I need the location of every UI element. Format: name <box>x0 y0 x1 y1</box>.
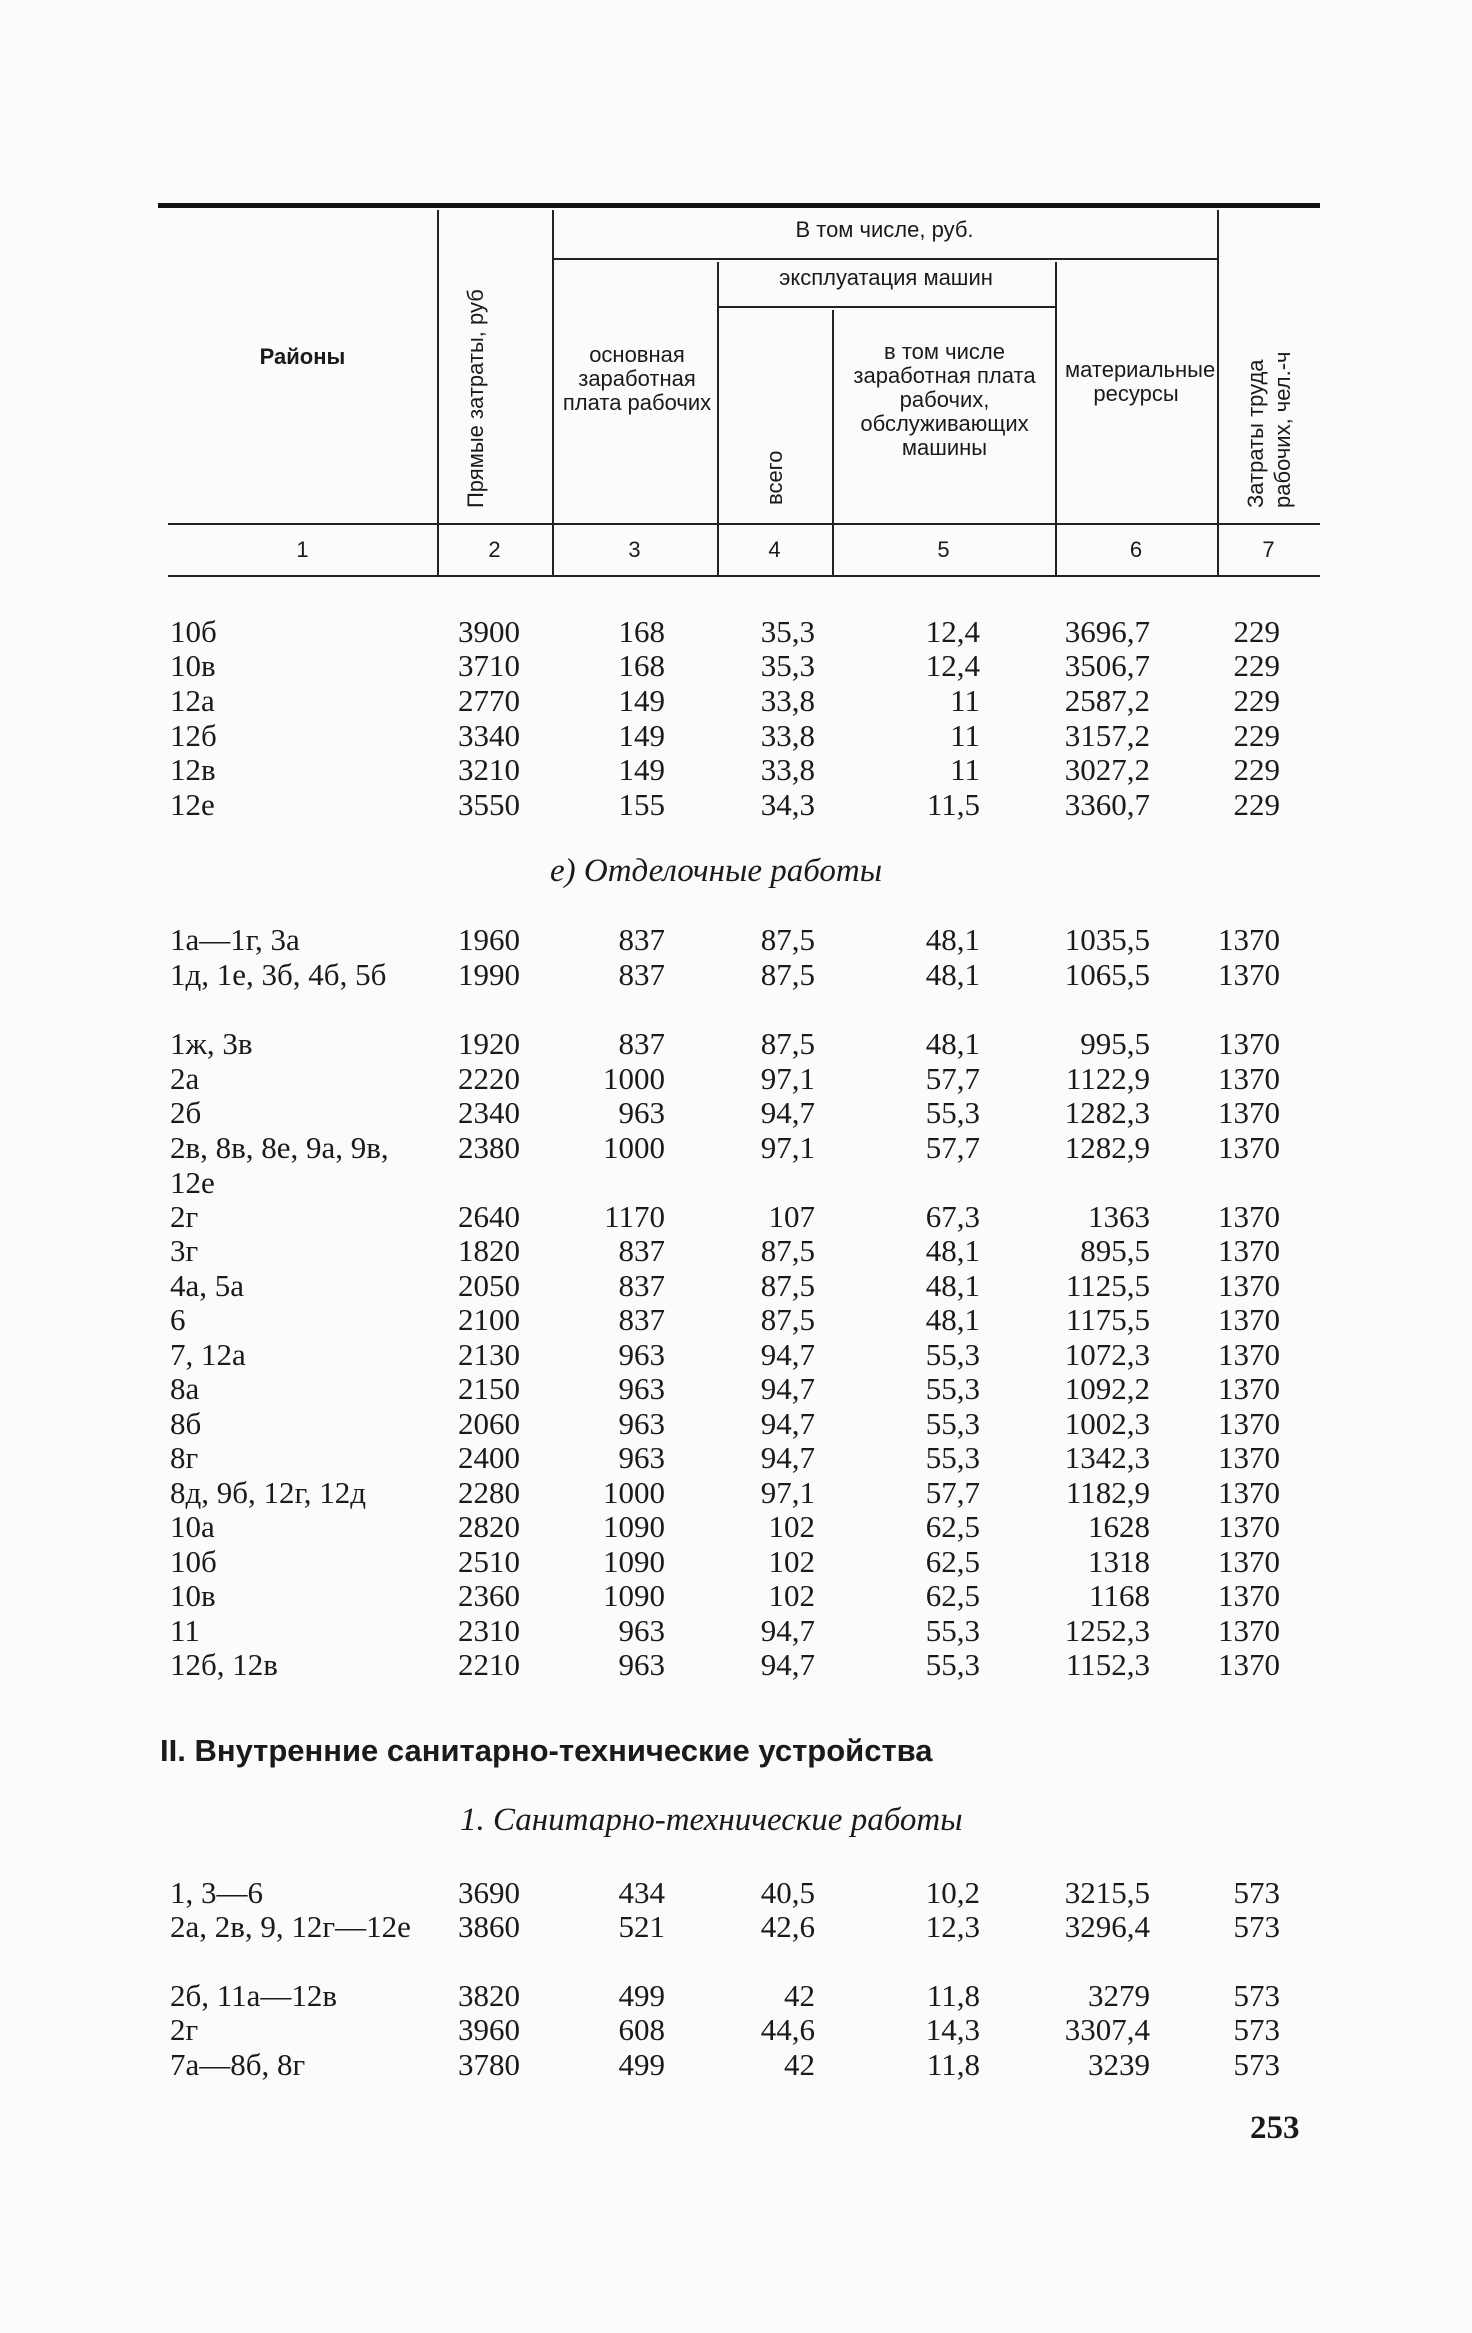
value-cell: 1090 <box>603 1509 665 1544</box>
value-cell: 11 <box>950 752 980 787</box>
value-cell: 1090 <box>603 1578 665 1613</box>
value-cell: 1002,3 <box>1064 1406 1150 1441</box>
value-cell: 1252,3 <box>1064 1613 1150 1648</box>
value-cell: 2820 <box>458 1509 520 1544</box>
region-cell: 10б <box>170 614 217 649</box>
value-cell: 2280 <box>458 1475 520 1510</box>
region-cell: 7, 12а <box>170 1337 246 1372</box>
value-cell: 1318 <box>1088 1544 1150 1579</box>
value-cell: 1092,2 <box>1064 1371 1150 1406</box>
col-machine-wage-header: в том числе заработная плата рабочих, обслуживающих машины <box>853 339 1036 460</box>
value-cell: 229 <box>1233 752 1280 787</box>
col-total-header: всего <box>762 450 787 505</box>
value-cell: 2400 <box>458 1440 520 1475</box>
value-cell: 963 <box>618 1371 665 1406</box>
value-cell: 94,7 <box>760 1337 815 1372</box>
value-cell: 573 <box>1233 1875 1280 1910</box>
table-row <box>0 1061 1472 1097</box>
divider <box>552 210 554 575</box>
value-cell: 3960 <box>458 2012 520 2047</box>
value-cell: 1370 <box>1218 1613 1280 1648</box>
value-cell: 1370 <box>1218 1061 1280 1096</box>
value-cell: 149 <box>618 752 665 787</box>
value-cell: 94,7 <box>760 1371 815 1406</box>
value-cell: 2100 <box>458 1302 520 1337</box>
value-cell: 55,3 <box>925 1647 980 1682</box>
value-cell: 963 <box>618 1337 665 1372</box>
value-cell: 1035,5 <box>1064 922 1150 957</box>
value-cell: 12,4 <box>925 614 980 649</box>
value-cell: 1168 <box>1089 1578 1150 1613</box>
value-cell: 1090 <box>603 1544 665 1579</box>
value-cell: 2770 <box>458 683 520 718</box>
region-cell: 12б <box>170 718 217 753</box>
value-cell: 44,6 <box>760 2012 815 2047</box>
table-row <box>0 1130 1472 1200</box>
region-cell: 1а—1г, 3а <box>170 922 300 957</box>
value-cell: 1122,9 <box>1065 1061 1150 1096</box>
value-cell: 1370 <box>1218 1578 1280 1613</box>
value-cell: 573 <box>1233 2012 1280 2047</box>
value-cell: 573 <box>1233 2047 1280 2082</box>
region-cell: 10а <box>170 1509 215 1544</box>
value-cell: 3506,7 <box>1064 648 1150 683</box>
col-number: 7 <box>1262 537 1275 562</box>
col-direct-header: Прямые затраты, руб <box>463 289 488 508</box>
table-row <box>0 1978 1472 2014</box>
col-regions-header: Районы <box>259 344 346 369</box>
table-row <box>0 1647 1472 1683</box>
value-cell: 10,2 <box>925 1875 980 1910</box>
value-cell: 35,3 <box>760 614 815 649</box>
value-cell: 229 <box>1233 718 1280 753</box>
value-cell: 42,6 <box>760 1909 815 1944</box>
value-cell: 1370 <box>1218 1302 1280 1337</box>
value-cell: 837 <box>618 957 665 992</box>
value-cell: 2360 <box>458 1578 520 1613</box>
part-title: II. Внутренние санитарно-технические устройства <box>160 1733 933 1768</box>
value-cell: 3710 <box>458 648 520 683</box>
value-cell: 3780 <box>458 2047 520 2082</box>
value-cell: 2640 <box>458 1199 520 1234</box>
region-cell: 4а, 5а <box>170 1268 245 1303</box>
region-cell: 8г <box>170 1440 199 1475</box>
region-cell: 8б <box>170 1406 202 1441</box>
value-cell: 2510 <box>458 1544 520 1579</box>
value-cell: 33,8 <box>760 752 815 787</box>
region-cell: 12б, 12в <box>170 1647 278 1682</box>
value-cell: 94,7 <box>760 1613 815 1648</box>
table-row <box>0 2012 1472 2048</box>
value-cell: 837 <box>618 922 665 957</box>
region-cell: 2а <box>170 1061 200 1096</box>
region-cell: 1, 3—6 <box>170 1875 263 1910</box>
table-row <box>0 718 1472 754</box>
value-cell: 62,5 <box>925 1544 980 1579</box>
value-cell: 11 <box>950 718 980 753</box>
value-cell: 149 <box>618 683 665 718</box>
region-cell: 1д, 1е, 3б, 4б, 5б <box>170 957 387 992</box>
region-cell: 2а, 2в, 9, 12г—12е <box>170 1909 411 1944</box>
value-cell: 1990 <box>458 957 520 992</box>
value-cell: 1370 <box>1218 1268 1280 1303</box>
value-cell: 97,1 <box>760 1061 815 1096</box>
divider <box>1217 210 1219 575</box>
value-cell: 1125,5 <box>1065 1268 1150 1303</box>
value-cell: 3550 <box>458 787 520 822</box>
table-row <box>0 1199 1472 1235</box>
value-cell: 434 <box>618 1875 665 1910</box>
divider <box>437 210 439 575</box>
value-cell: 3279 <box>1088 1978 1150 2013</box>
value-cell: 2340 <box>458 1095 520 1130</box>
value-cell: 11,8 <box>926 2047 980 2082</box>
table-row <box>0 648 1472 684</box>
value-cell: 97,1 <box>760 1130 815 1165</box>
divider <box>168 523 1320 525</box>
region-cell: 2б <box>170 1095 202 1130</box>
table-row <box>0 614 1472 650</box>
col-base-wage-header: основная заработная плата рабочих <box>562 342 712 415</box>
region-cell: 6 <box>170 1302 186 1337</box>
value-cell: 55,3 <box>925 1337 980 1372</box>
value-cell: 1152,3 <box>1065 1647 1150 1682</box>
value-cell: 14,3 <box>925 2012 980 2047</box>
value-cell: 837 <box>618 1302 665 1337</box>
value-cell: 1363 <box>1088 1199 1150 1234</box>
value-cell: 87,5 <box>760 922 815 957</box>
value-cell: 1370 <box>1218 1647 1280 1682</box>
value-cell: 1370 <box>1218 1371 1280 1406</box>
divider <box>168 575 1320 577</box>
col-materials-header: материальные ресурсы <box>1065 357 1216 406</box>
value-cell: 229 <box>1233 648 1280 683</box>
value-cell: 102 <box>768 1509 815 1544</box>
value-cell: 155 <box>618 787 665 822</box>
top-rule <box>158 203 1320 208</box>
value-cell: 1282,9 <box>1064 1130 1150 1165</box>
value-cell: 1370 <box>1218 1475 1280 1510</box>
value-cell: 11,5 <box>926 787 980 822</box>
value-cell: 48,1 <box>925 1302 980 1337</box>
table-row <box>0 1302 1472 1338</box>
value-cell: 48,1 <box>925 957 980 992</box>
table-row <box>0 957 1472 993</box>
value-cell: 1960 <box>458 922 520 957</box>
table-row <box>0 1509 1472 1545</box>
divider <box>552 258 1217 260</box>
value-cell: 48,1 <box>925 1233 980 1268</box>
value-cell: 35,3 <box>760 648 815 683</box>
value-cell: 837 <box>618 1026 665 1061</box>
value-cell: 168 <box>618 614 665 649</box>
value-cell: 3690 <box>458 1875 520 1910</box>
value-cell: 1000 <box>603 1061 665 1096</box>
table-row <box>0 1371 1472 1407</box>
value-cell: 87,5 <box>760 1026 815 1061</box>
value-cell: 48,1 <box>925 922 980 957</box>
value-cell: 57,7 <box>925 1061 980 1096</box>
value-cell: 12,4 <box>925 648 980 683</box>
value-cell: 87,5 <box>760 1302 815 1337</box>
value-cell: 499 <box>618 1978 665 2013</box>
region-cell: 7а—8б, 8г <box>170 2047 306 2082</box>
value-cell: 573 <box>1233 1978 1280 2013</box>
region-cell: 2в, 8в, 8е, 9а, 9в, 12е <box>170 1130 389 1200</box>
region-cell: 12а <box>170 683 215 718</box>
table-row <box>0 1095 1472 1131</box>
value-cell: 1628 <box>1088 1509 1150 1544</box>
value-cell: 3307,4 <box>1064 2012 1150 2047</box>
value-cell: 573 <box>1233 1909 1280 1944</box>
region-cell: 2г <box>170 2012 199 2047</box>
value-cell: 33,8 <box>760 683 815 718</box>
col-number: 5 <box>937 537 950 562</box>
value-cell: 33,8 <box>760 718 815 753</box>
value-cell: 837 <box>618 1268 665 1303</box>
divider <box>832 310 834 575</box>
table-row <box>0 683 1472 719</box>
page-number: 253 <box>1250 2110 1300 2146</box>
value-cell: 11 <box>950 683 980 718</box>
value-cell: 229 <box>1233 683 1280 718</box>
table-row <box>0 2047 1472 2083</box>
value-cell: 3296,4 <box>1064 1909 1150 1944</box>
value-cell: 42 <box>784 2047 815 2082</box>
value-cell: 34,3 <box>760 787 815 822</box>
group-machines-header: эксплуатация машин <box>779 265 993 290</box>
value-cell: 2310 <box>458 1613 520 1648</box>
value-cell: 1370 <box>1218 1509 1280 1544</box>
table-row <box>0 1440 1472 1476</box>
value-cell: 94,7 <box>760 1095 815 1130</box>
value-cell: 963 <box>618 1440 665 1475</box>
table-row <box>0 922 1472 958</box>
value-cell: 2220 <box>458 1061 520 1096</box>
value-cell: 102 <box>768 1544 815 1579</box>
value-cell: 87,5 <box>760 957 815 992</box>
value-cell: 87,5 <box>760 1268 815 1303</box>
value-cell: 1175,5 <box>1065 1302 1150 1337</box>
section-title-1: 1. Санитарно-технические работы <box>460 1802 963 1838</box>
region-cell: 2г <box>170 1199 199 1234</box>
value-cell: 1820 <box>458 1233 520 1268</box>
value-cell: 2050 <box>458 1268 520 1303</box>
value-cell: 94,7 <box>760 1647 815 1682</box>
divider <box>717 306 1055 308</box>
value-cell: 55,3 <box>925 1406 980 1441</box>
col-number: 4 <box>768 537 781 562</box>
value-cell: 1370 <box>1218 1130 1280 1165</box>
table-row <box>0 1613 1472 1649</box>
table-row <box>0 752 1472 788</box>
region-cell: 11 <box>170 1613 200 1648</box>
value-cell: 3820 <box>458 1978 520 2013</box>
col-number: 1 <box>296 537 309 562</box>
value-cell: 1182,9 <box>1065 1475 1150 1510</box>
value-cell: 963 <box>618 1406 665 1441</box>
value-cell: 48,1 <box>925 1026 980 1061</box>
table-row <box>0 1406 1472 1442</box>
value-cell: 1370 <box>1218 1337 1280 1372</box>
table-row <box>0 1026 1472 1062</box>
table-row <box>0 1268 1472 1304</box>
value-cell: 2587,2 <box>1064 683 1150 718</box>
table-row <box>0 1875 1472 1911</box>
value-cell: 229 <box>1233 614 1280 649</box>
region-cell: 2б, 11а—12в <box>170 1978 338 2013</box>
value-cell: 168 <box>618 648 665 683</box>
table-row <box>0 1475 1472 1511</box>
value-cell: 1370 <box>1218 1440 1280 1475</box>
col-labor-header: Затраты труда рабочих, чел.-ч <box>1243 351 1295 508</box>
value-cell: 55,3 <box>925 1440 980 1475</box>
value-cell: 55,3 <box>925 1371 980 1406</box>
divider <box>1055 262 1057 575</box>
group-incl-header: В том числе, руб. <box>795 217 974 242</box>
table-row <box>0 1578 1472 1614</box>
value-cell: 1370 <box>1218 1544 1280 1579</box>
value-cell: 57,7 <box>925 1130 980 1165</box>
value-cell: 608 <box>618 2012 665 2047</box>
table-row <box>0 1909 1472 1945</box>
value-cell: 42 <box>784 1978 815 2013</box>
value-cell: 62,5 <box>925 1578 980 1613</box>
value-cell: 97,1 <box>760 1475 815 1510</box>
table-row <box>0 787 1472 823</box>
value-cell: 1342,3 <box>1064 1440 1150 1475</box>
value-cell: 895,5 <box>1080 1233 1150 1268</box>
value-cell: 11,8 <box>926 1978 980 2013</box>
value-cell: 94,7 <box>760 1406 815 1441</box>
value-cell: 55,3 <box>925 1613 980 1648</box>
value-cell: 3215,5 <box>1064 1875 1150 1910</box>
value-cell: 149 <box>618 718 665 753</box>
table-row <box>0 1337 1472 1373</box>
value-cell: 12,3 <box>925 1909 980 1944</box>
value-cell: 229 <box>1233 787 1280 822</box>
value-cell: 1370 <box>1218 1406 1280 1441</box>
value-cell: 2210 <box>458 1647 520 1682</box>
value-cell: 1065,5 <box>1064 957 1150 992</box>
value-cell: 837 <box>618 1233 665 1268</box>
value-cell: 1370 <box>1218 1026 1280 1061</box>
value-cell: 40,5 <box>760 1875 815 1910</box>
table-row <box>0 1544 1472 1580</box>
table-row <box>0 1233 1472 1269</box>
region-cell: 10в <box>170 648 216 683</box>
value-cell: 3239 <box>1088 2047 1150 2082</box>
value-cell: 2060 <box>458 1406 520 1441</box>
value-cell: 963 <box>618 1613 665 1648</box>
value-cell: 3860 <box>458 1909 520 1944</box>
value-cell: 107 <box>768 1199 815 1234</box>
section-title-e: е) Отделочные работы <box>550 853 883 889</box>
value-cell: 3900 <box>458 614 520 649</box>
value-cell: 94,7 <box>760 1440 815 1475</box>
region-cell: 12е <box>170 787 215 822</box>
value-cell: 995,5 <box>1080 1026 1150 1061</box>
col-number: 3 <box>628 537 641 562</box>
region-cell: 1ж, 3в <box>170 1026 253 1061</box>
region-cell: 10в <box>170 1578 216 1613</box>
region-cell: 3г <box>170 1233 199 1268</box>
value-cell: 67,3 <box>925 1199 980 1234</box>
col-number: 6 <box>1129 537 1143 562</box>
col-number: 2 <box>488 537 501 562</box>
value-cell: 1072,3 <box>1064 1337 1150 1372</box>
value-cell: 1282,3 <box>1064 1095 1150 1130</box>
divider <box>717 262 719 575</box>
value-cell: 1920 <box>458 1026 520 1061</box>
value-cell: 1370 <box>1218 957 1280 992</box>
value-cell: 1370 <box>1218 922 1280 957</box>
value-cell: 963 <box>618 1647 665 1682</box>
value-cell: 1370 <box>1218 1095 1280 1130</box>
region-cell: 10б <box>170 1544 217 1579</box>
value-cell: 1170 <box>604 1199 665 1234</box>
value-cell: 55,3 <box>925 1095 980 1130</box>
value-cell: 48,1 <box>925 1268 980 1303</box>
value-cell: 3360,7 <box>1064 787 1150 822</box>
value-cell: 3696,7 <box>1064 614 1150 649</box>
value-cell: 3210 <box>458 752 520 787</box>
value-cell: 2150 <box>458 1371 520 1406</box>
value-cell: 62,5 <box>925 1509 980 1544</box>
value-cell: 1000 <box>603 1475 665 1510</box>
value-cell: 963 <box>618 1095 665 1130</box>
value-cell: 102 <box>768 1578 815 1613</box>
value-cell: 1370 <box>1218 1233 1280 1268</box>
value-cell: 3157,2 <box>1064 718 1150 753</box>
value-cell: 521 <box>618 1909 665 1944</box>
value-cell: 1370 <box>1218 1199 1280 1234</box>
value-cell: 87,5 <box>760 1233 815 1268</box>
value-cell: 57,7 <box>925 1475 980 1510</box>
region-cell: 8д, 9б, 12г, 12д <box>170 1475 367 1510</box>
value-cell: 2380 <box>458 1130 520 1165</box>
region-cell: 8а <box>170 1371 200 1406</box>
value-cell: 3340 <box>458 718 520 753</box>
value-cell: 1000 <box>603 1130 665 1165</box>
value-cell: 2130 <box>458 1337 520 1372</box>
value-cell: 3027,2 <box>1064 752 1150 787</box>
value-cell: 499 <box>618 2047 665 2082</box>
region-cell: 12в <box>170 752 216 787</box>
